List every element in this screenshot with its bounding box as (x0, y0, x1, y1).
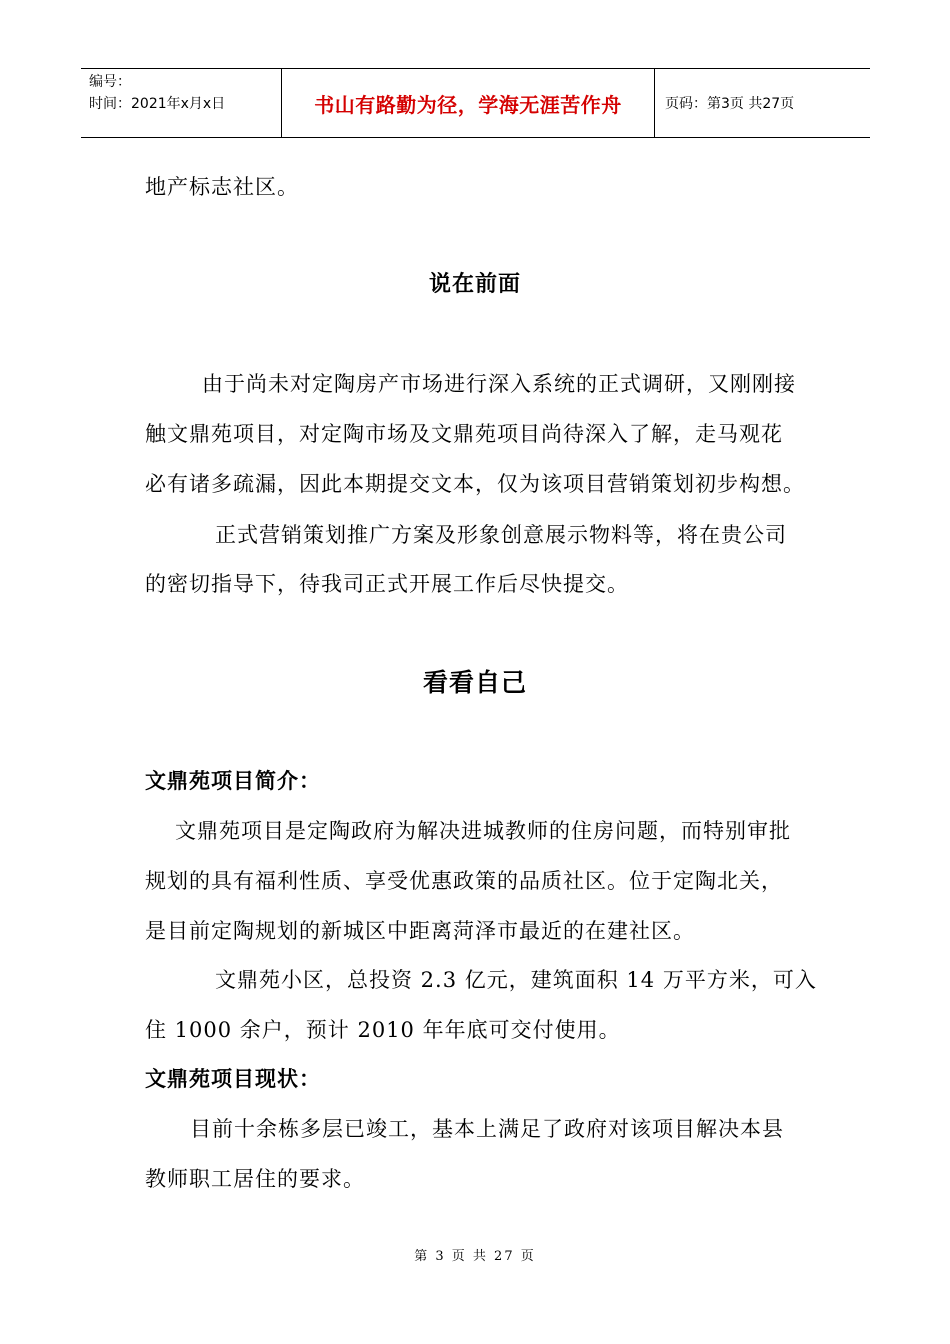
page-header (81, 68, 870, 138)
header-time-label: 时间：2021年x月x日 (89, 96, 226, 112)
page-footer: 第 3 页 共 27 页 (414, 1249, 536, 1264)
subsection-title-intro: 文鼎苑项目简介： (145, 769, 321, 793)
header-motto-cell (282, 69, 655, 137)
paragraph-line: 规划的具有福利性质、享受优惠政策的品质社区。位于定陶北关， (145, 869, 783, 893)
paragraph-line: 教师职工居住的要求。 (145, 1167, 365, 1191)
header-meta (81, 69, 282, 137)
paragraph-line: 触文鼎苑项目，对定陶市场及文鼎苑项目尚待深入了解，走马观花 (145, 422, 783, 446)
paragraph-line: 文鼎苑小区，总投资 2.3 亿元，建筑面积 14 万平方米，可入 (215, 968, 817, 992)
paragraph-line: 住 1000 余户，预计 2010 年年底可交付使用。 (145, 1018, 621, 1042)
header-motto: 书山有路勤为径，学海无涯苦作舟 (314, 92, 622, 117)
continuation-line: 地产标志社区。 (145, 175, 299, 199)
paragraph-line: 是目前定陶规划的新城区中距离菏泽市最近的在建社区。 (145, 919, 695, 943)
paragraph-line: 正式营销策划推广方案及形象创意展示物料等，将在贵公司 (215, 523, 787, 547)
section-title-self: 看看自己 (422, 668, 527, 697)
header-page-cell (655, 69, 870, 137)
paragraph-line: 必有诸多疏漏，因此本期提交文本，仅为该项目营销策划初步构想。 (145, 472, 805, 496)
header-number-label: 编号： (89, 74, 131, 90)
paragraph-line: 目前十余栋多层已竣工，基本上满足了政府对该项目解决本县 (190, 1117, 784, 1141)
header-page-label: 页码：第3页 共27页 (665, 96, 795, 112)
paragraph-line: 由于尚未对定陶房产市场进行深入系统的正式调研，又刚刚接 (202, 372, 796, 396)
paragraph-line: 文鼎苑项目是定陶政府为解决进城教师的住房问题，而特别审批 (175, 819, 791, 843)
section-title-preface: 说在前面 (428, 272, 521, 297)
paragraph-line: 的密切指导下，待我司正式开展工作后尽快提交。 (145, 572, 629, 596)
subsection-title-status: 文鼎苑项目现状： (145, 1067, 321, 1091)
